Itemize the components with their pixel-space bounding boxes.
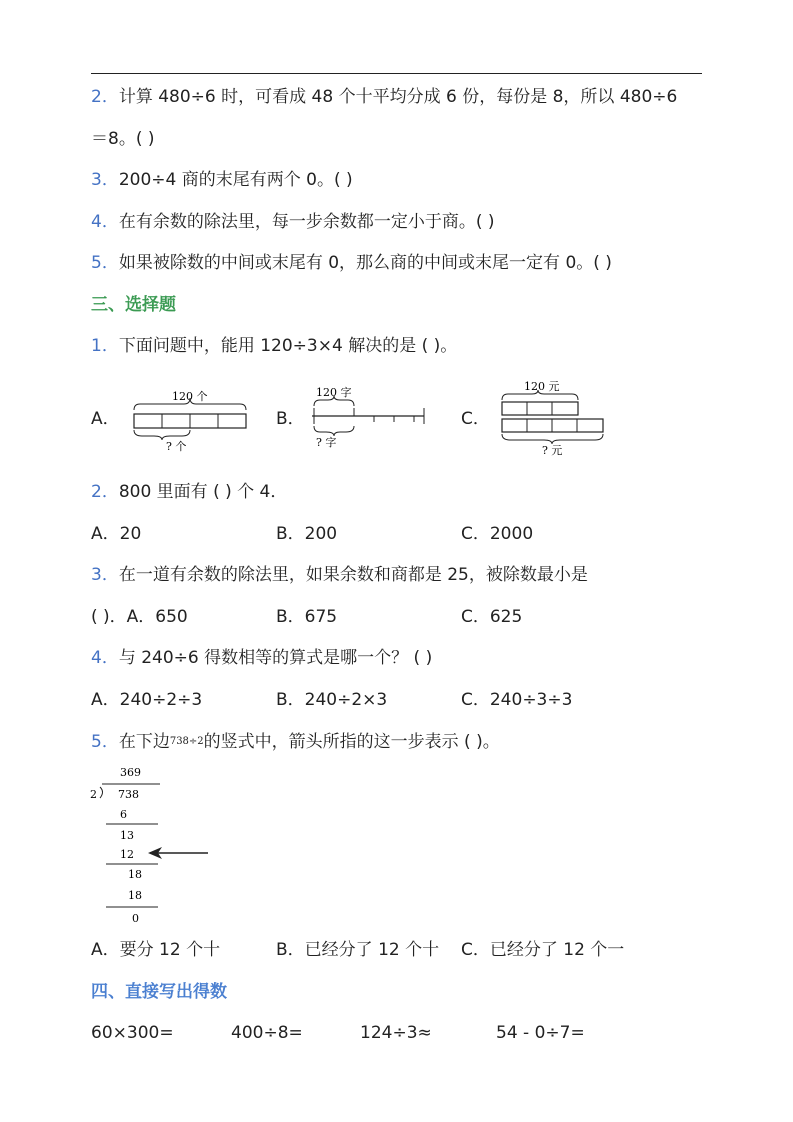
figure-b — [308, 382, 433, 454]
choice-4-question: 4．与 240÷6 得数相等的算式是哪一个？ ( ) — [91, 648, 433, 668]
figure-b-top-label: 120 字 — [316, 386, 352, 399]
figure-a-top-label: 120 个 — [172, 390, 208, 403]
judge-2-line2: ＝8。( ) — [91, 129, 155, 149]
choice-4-option-a[interactable]: A．240÷2÷3 — [91, 690, 203, 710]
choice-5-option-b[interactable]: B．已经分了 12 个十 — [276, 940, 440, 960]
choice-1-option-c-label[interactable]: C． — [461, 409, 490, 429]
section-3-title: 三、选择题 — [91, 295, 176, 315]
figure-c-bottom-label: ? 元 — [542, 444, 563, 457]
choice-2-question: 2．800 里面有 ( ) 个 4． — [91, 482, 288, 502]
division-step-2: 13 — [120, 829, 134, 842]
division-step-3: 12 — [120, 848, 134, 861]
choice-1-option-a-label[interactable]: A． — [91, 409, 120, 429]
calc-item-3: 124÷3≈ — [360, 1023, 432, 1043]
choice-3-question: 3．在一道有余数的除法里，如果余数和商都是 25，被除数最小是 — [91, 565, 588, 585]
division-divisor: 2 — [90, 788, 97, 801]
division-step-1: 6 — [120, 808, 127, 821]
long-division-figure — [88, 762, 218, 930]
figure-c-top-label: 120 元 — [524, 380, 560, 393]
choice-3-option-a[interactable]: ( )．A．650 — [91, 607, 188, 627]
division-quotient: 369 — [120, 766, 141, 779]
choice-2-option-c[interactable]: C．2000 — [461, 524, 534, 544]
judge-3: 3．200÷4 商的末尾有两个 0。( ) — [91, 170, 353, 190]
header-rule — [91, 73, 702, 74]
calc-item-4: 54 - 0÷7= — [496, 1023, 585, 1043]
division-step-6: 0 — [132, 912, 139, 925]
judge-2-line1: 2．计算 480÷6 时，可看成 48 个十平均分成 6 份，每份是 8，所以 480÷6 — [91, 87, 678, 107]
judge-4: 4．在有余数的除法里，每一步余数都一定小于商。( ) — [91, 212, 495, 232]
calc-item-1: 60×300= — [91, 1023, 174, 1043]
division-step-4: 18 — [128, 868, 142, 881]
choice-4-option-b[interactable]: B．240÷2×3 — [276, 690, 388, 710]
division-dividend: 738 — [118, 788, 139, 801]
figure-a-bottom-label: ? 个 — [166, 440, 187, 453]
choice-4-option-c[interactable]: C．240÷3÷3 — [461, 690, 573, 710]
section-4-title: 四、直接写出得数 — [91, 982, 227, 1002]
choice-3-option-c[interactable]: C．625 — [461, 607, 523, 627]
choice-1-question: 1．下面问题中，能用 120÷3×4 解决的是 ( )。 — [91, 336, 458, 356]
figure-a — [128, 386, 253, 456]
choice-3-option-b[interactable]: B．675 — [276, 607, 338, 627]
calc-item-2: 400÷8= — [231, 1023, 303, 1043]
judge-5: 5．如果被除数的中间或末尾有 0，那么商的中间或末尾一定有 0。( ) — [91, 253, 612, 273]
figure-c — [496, 378, 611, 458]
choice-2-option-a[interactable]: A．20 — [91, 524, 142, 544]
choice-5-option-a[interactable]: A．要分 12 个十 — [91, 940, 221, 960]
inline-expression: 738÷2 — [169, 736, 204, 747]
choice-1-option-b-label[interactable]: B． — [276, 409, 305, 429]
figure-b-bottom-label: ? 字 — [316, 436, 337, 449]
division-step-5: 18 — [128, 889, 142, 902]
choice-5-question: 5．在下边738÷2的竖式中，箭头所指的这一步表示 ( )。 — [91, 732, 500, 752]
choice-5-option-c[interactable]: C．已经分了 12 个一 — [461, 940, 625, 960]
choice-2-option-b[interactable]: B．200 — [276, 524, 338, 544]
